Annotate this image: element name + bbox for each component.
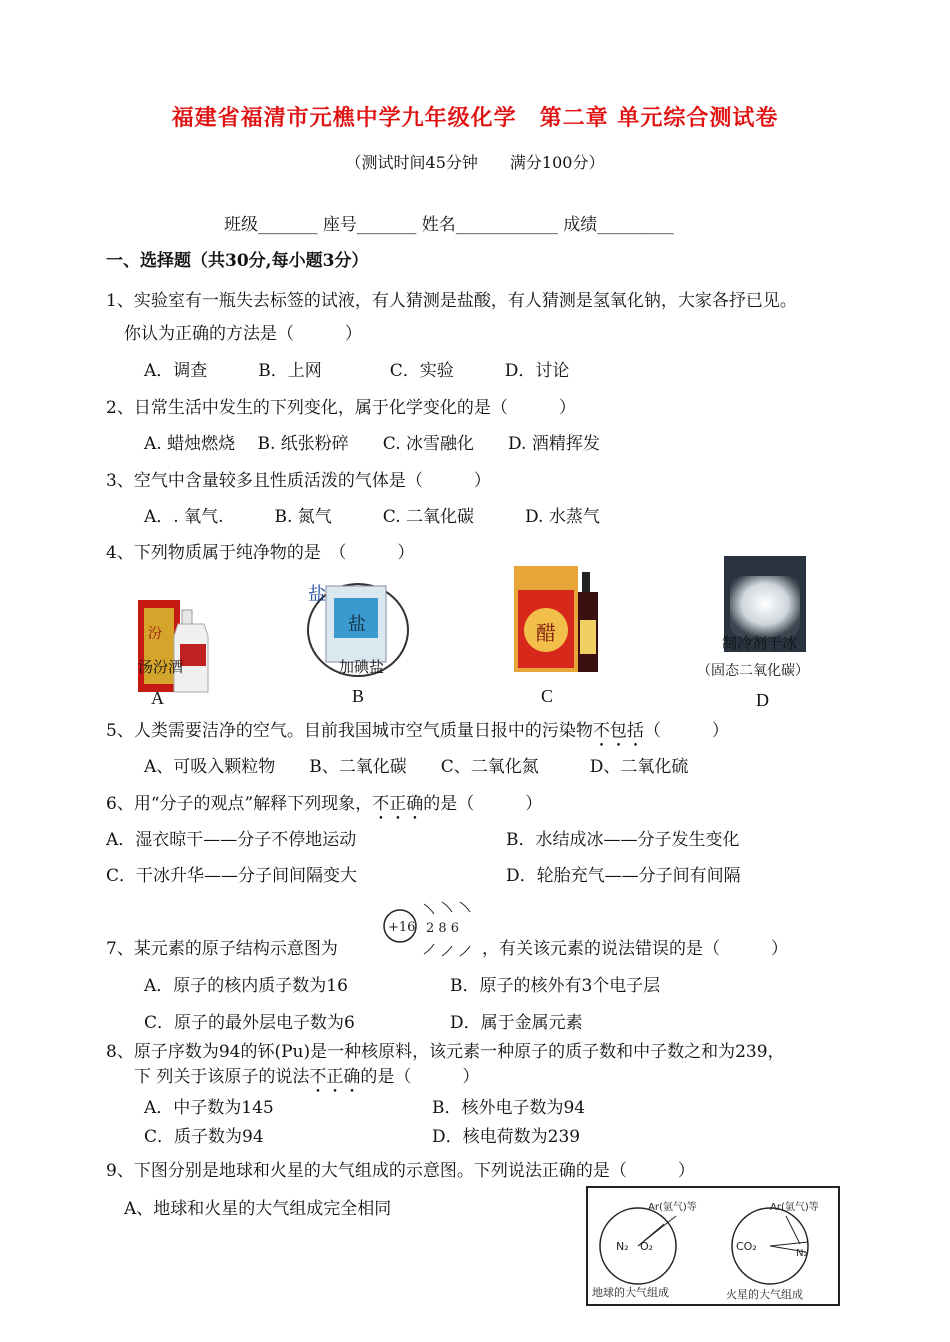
q8-option-d: D．核电荷数为239 xyxy=(432,1127,581,1147)
q8-option-a: A．中子数为145 xyxy=(144,1098,274,1118)
q1-options: A．调查 B．上网 C．实验 D．讨论 xyxy=(144,361,570,381)
q7-option-d: D．属于金属元素 xyxy=(450,1013,583,1033)
q2-options: A. 蜡烛燃烧 B. 纸张粉碎 C. 冰雪融化 D. 酒精挥发 xyxy=(144,434,600,454)
q5-stem: 5、人类需要洁净的空气。目前我国城市空气质量日报中的污染物不包括（ ） xyxy=(106,721,729,741)
q9-stem: 9、下图分别是地球和火星的大气组成的示意图。下列说法正确的是（ ） xyxy=(106,1161,695,1181)
section-heading: 一、选择题（共30分,每小题3分） xyxy=(106,251,369,271)
option-c-letter: C xyxy=(541,686,554,706)
q8-option-b: B．核外电子数为94 xyxy=(432,1098,586,1118)
q6-option-c: C．干冰升华——分子间间隔变大 xyxy=(106,866,358,886)
q3-options: A．. 氧气. B. 氮气 C. 二氧化碳 D. 水蒸气 xyxy=(144,507,600,527)
svg-text:O₂: O₂ xyxy=(640,1240,654,1253)
vinegar-image xyxy=(514,566,606,674)
q9-option-a: A、地球和火星的大气组成完全相同 xyxy=(124,1199,392,1219)
q7-stem-b: ，有关该元素的说法错误的是（ ） xyxy=(482,939,788,959)
option-d-letter: D xyxy=(756,690,769,710)
option-d-sublabel: （固态二氧化碳） xyxy=(697,663,809,679)
q7-option-a: A．原子的核内质子数为16 xyxy=(144,976,348,996)
q7-option-c: C．原子的最外层电子数为6 xyxy=(144,1013,355,1033)
q5-options: A、可吸入颗粒物 B、二氧化碳 C、二氧化氮 D、二氧化硫 xyxy=(144,757,689,777)
q1-stem: 1、实验室有一瓶失去标签的试液，有人猜测是盐酸，有人猜测是氢氧化钠，大家各抒已见。 xyxy=(106,291,797,311)
svg-text:地球的大气组成: 地球的大气组成 xyxy=(592,1286,669,1299)
option-a-letter: A xyxy=(151,688,164,708)
q6-option-d: D．轮胎充气——分子间有间隔 xyxy=(506,866,741,886)
atmosphere-diagram xyxy=(586,1186,842,1306)
q4-stem: 4、下列物质属于纯净物的是 （ ） xyxy=(106,543,415,563)
page-title: 福建省福清市元樵中学九年级化学 第二章 单元综合测试卷 xyxy=(171,105,779,131)
q7-stem-a: 7、某元素的原子结构示意图为 xyxy=(106,939,338,959)
q3-stem: 3、空气中含量较多且性质活泼的气体是（ ） xyxy=(106,471,491,491)
svg-text:盐: 盐 xyxy=(308,584,326,605)
atom-structure-diagram xyxy=(380,894,486,964)
svg-text:Ar(氩气)等: Ar(氩气)等 xyxy=(648,1202,697,1213)
q1-stem-2: 你认为正确的方法是（ ） xyxy=(124,324,362,344)
q6-stem: 6、用“分子的观点”解释下列现象，不正确的是（ ） xyxy=(106,794,543,814)
q8-stem: 8、原子序数为94的钚(Pu)是一种核原料，该元素一种原子的质子数和中子数之和为239， xyxy=(106,1042,785,1062)
test-info: （测试时间45分钟 满分100分） xyxy=(345,153,605,172)
q6-option-b: B．水结成冰——分子发生变化 xyxy=(506,830,740,850)
q6-option-a: A．湿衣晾干——分子不停地运动 xyxy=(106,830,357,850)
option-a-label: 汤汾酒 xyxy=(138,658,184,676)
svg-text:CO₂: CO₂ xyxy=(736,1240,757,1253)
q2-stem: 2、日常生活中发生的下列变化，属于化学变化的是（ ） xyxy=(106,398,576,418)
svg-text:Ar(氩气)等: Ar(氩气)等 xyxy=(770,1202,819,1213)
student-info-line: 班级_______ 座号_______ 姓名____________ 成绩_________ xyxy=(224,215,674,235)
option-b-label: 加碘盐 xyxy=(339,658,385,676)
svg-text:2 8 6: 2 8 6 xyxy=(426,921,460,936)
svg-text:汾: 汾 xyxy=(148,626,162,642)
q7-option-b: B．原子的核外有3个电子层 xyxy=(450,976,661,996)
svg-text:盐: 盐 xyxy=(348,614,366,635)
option-b-letter: B xyxy=(352,686,365,706)
option-d-label: 制冷剂干冰 xyxy=(722,634,798,652)
svg-text:火星的大气组成: 火星的大气组成 xyxy=(726,1288,803,1301)
q8-stem-2: 下 列关于该原子的说法不正确的是（ ） xyxy=(134,1067,480,1087)
svg-text:N₂: N₂ xyxy=(796,1248,808,1259)
svg-text:醋: 醋 xyxy=(536,621,556,645)
svg-text:+16: +16 xyxy=(388,920,416,935)
liquor-image xyxy=(138,600,212,694)
q8-option-c: C．质子数为94 xyxy=(144,1127,264,1147)
svg-text:N₂: N₂ xyxy=(616,1240,629,1253)
